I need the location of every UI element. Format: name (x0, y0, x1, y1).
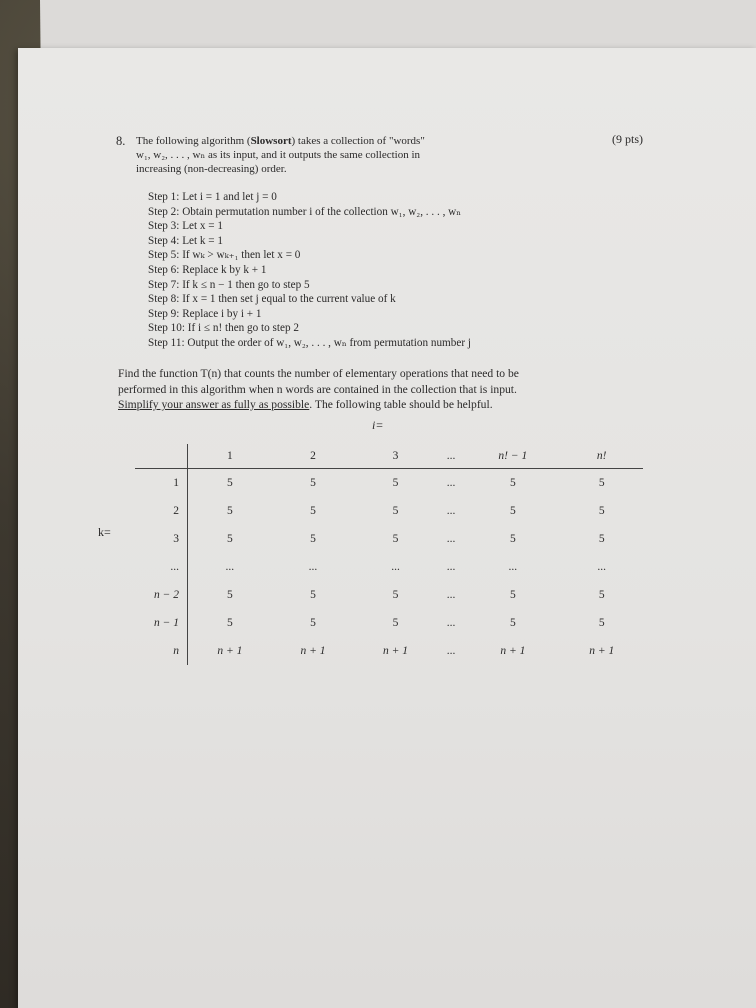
step-text: If wₖ > wₖ₊₁ then let x = 0 (182, 249, 301, 262)
table-cell: ... (446, 617, 456, 629)
intro-suffix: ) takes a collection of "words" (291, 135, 425, 147)
table-row (135, 553, 643, 581)
step-label: Step 2: (148, 205, 180, 218)
col-header: ... (437, 444, 465, 469)
col-header: n! − 1 (465, 444, 560, 469)
step-text: Replace i by i + 1 (182, 307, 262, 320)
find-instruction (118, 366, 628, 413)
table-cell: ... (308, 561, 318, 573)
table-cell: 5 (310, 477, 316, 489)
table-cell: 5 (598, 589, 605, 601)
find-line-3 (118, 397, 628, 413)
table-cell: 5 (509, 477, 516, 489)
intro-line-2: w₁, w₂, . . . , wₙ as its input, and it outputs the same collection in (136, 149, 421, 161)
question-intro (136, 134, 516, 176)
table-cell: 5 (598, 533, 605, 545)
step-6 (148, 263, 568, 278)
step-9 (148, 307, 568, 322)
row-header: n (135, 637, 188, 665)
table-cell: 5 (392, 533, 399, 545)
step-10 (148, 321, 568, 336)
step-text: If i ≤ n! then go to step 2 (187, 322, 299, 335)
table-header-row (135, 444, 643, 469)
step-4 (148, 234, 568, 249)
step-label: Step 5: (148, 249, 180, 262)
step-7 (148, 278, 568, 293)
table-cell: 5 (226, 477, 233, 489)
table-cell: 5 (392, 589, 399, 601)
table-cell: ... (446, 477, 456, 489)
algorithm-steps (148, 190, 568, 351)
table-cell: 5 (598, 617, 605, 629)
table-cell: 5 (509, 505, 516, 517)
step-5 (148, 248, 568, 263)
table-cell: 5 (392, 477, 399, 489)
step-text: If x = 1 then set j equal to the current value of k (182, 293, 396, 306)
table-cell: ... (225, 561, 235, 573)
step-3 (148, 219, 568, 234)
table-row (135, 581, 643, 609)
table-cell: ... (446, 589, 456, 601)
step-text: Let x = 1 (182, 220, 223, 233)
table-cell: 5 (310, 589, 316, 601)
table-cell: 5 (226, 533, 233, 545)
step-text: Replace k by k + 1 (182, 263, 267, 276)
row-header: 1 (135, 469, 188, 498)
row-header: ... (135, 553, 188, 581)
table-row (135, 637, 643, 665)
find-tail: . The following table should be helpful. (309, 398, 493, 411)
simplify-underlined: Simplify your answer as fully as possible (118, 398, 310, 411)
step-label: Step 3: (148, 220, 180, 233)
step-label: Step 7: (148, 278, 180, 291)
table-cell: n + 1 (500, 645, 526, 657)
row-header: n − 1 (135, 609, 188, 637)
table-cell: n + 1 (300, 645, 326, 657)
step-label: Step 10: (148, 322, 185, 335)
step-text: Let k = 1 (182, 234, 223, 247)
corner-cell (135, 444, 188, 469)
table-cell: 5 (310, 617, 316, 629)
table-cell: ... (446, 533, 456, 545)
operations-table (135, 444, 643, 664)
table-cell: ... (446, 505, 456, 517)
find-line-1: Find the function T(n) that counts the number of elementary operations that need to be (118, 367, 519, 380)
table-cell: 5 (509, 533, 516, 545)
col-header: 3 (354, 444, 437, 469)
table-cell: 5 (310, 505, 316, 517)
table-cell: n + 1 (589, 645, 615, 657)
table-row (135, 497, 643, 525)
question-number: 8. (116, 134, 126, 148)
step-text: Obtain permutation number i of the collection w₁, w₂, . . . , wₙ (182, 205, 462, 218)
algorithm-name: Slowsort (250, 135, 292, 147)
table-cell: 5 (392, 505, 399, 517)
step-label: Step 4: (148, 234, 180, 247)
worksheet-page (18, 48, 756, 1008)
step-label: Step 6: (148, 263, 180, 276)
step-1 (148, 190, 568, 205)
row-header: 2 (135, 497, 188, 525)
table-cell: 5 (598, 505, 605, 517)
table-cell: n + 1 (383, 645, 409, 657)
table-cell: ... (391, 561, 400, 573)
step-label: Step 1: (148, 191, 180, 203)
row-header: 3 (135, 525, 188, 553)
table-row (135, 469, 643, 498)
step-8 (148, 292, 568, 307)
table-cell: 5 (509, 589, 516, 601)
step-label: Step 8: (148, 293, 180, 306)
step-text: Let i = 1 and let j = 0 (182, 191, 277, 203)
operations-grid (135, 444, 643, 665)
table-cell: 5 (392, 617, 399, 629)
table-cell: 5 (598, 477, 605, 489)
table-cell: 5 (509, 617, 516, 629)
table-cell: ... (446, 645, 456, 657)
page-content (18, 48, 756, 1008)
table-cell: ... (597, 561, 607, 573)
col-header: 2 (272, 444, 355, 469)
find-line-2: performed in this algorithm when n words are contained in the collection that is input. (118, 382, 517, 396)
table-row (135, 525, 643, 553)
step-label: Step 9: (148, 307, 180, 320)
step-text: If k ≤ n − 1 then go to step 5 (182, 278, 310, 291)
intro-line-1 (136, 134, 516, 148)
col-header: n! (560, 444, 643, 469)
step-label: Step 11: (148, 336, 185, 349)
table-cell: 5 (226, 589, 233, 601)
table-cell: ... (508, 561, 518, 573)
table-row (135, 609, 643, 637)
table-cell: 5 (310, 533, 316, 545)
table-cell: 5 (226, 617, 233, 629)
col-header: 1 (188, 444, 272, 469)
intro-prefix: The following algorithm ( (136, 135, 251, 147)
k-axis-label: k= (98, 525, 111, 539)
table-cell: n + 1 (217, 645, 243, 657)
table-cell: 5 (226, 505, 233, 517)
table-cell: ... (446, 561, 456, 573)
step-text: Output the order of w₁, w₂, . . . , wₙ from permutation number j (187, 336, 471, 349)
row-header: n − 2 (135, 581, 188, 609)
step-2 (148, 205, 568, 220)
points-label: (9 pts) (612, 132, 643, 146)
intro-line-3: increasing (non-decreasing) order. (136, 163, 287, 175)
i-axis-label: i= (372, 418, 384, 432)
step-11 (148, 336, 568, 351)
